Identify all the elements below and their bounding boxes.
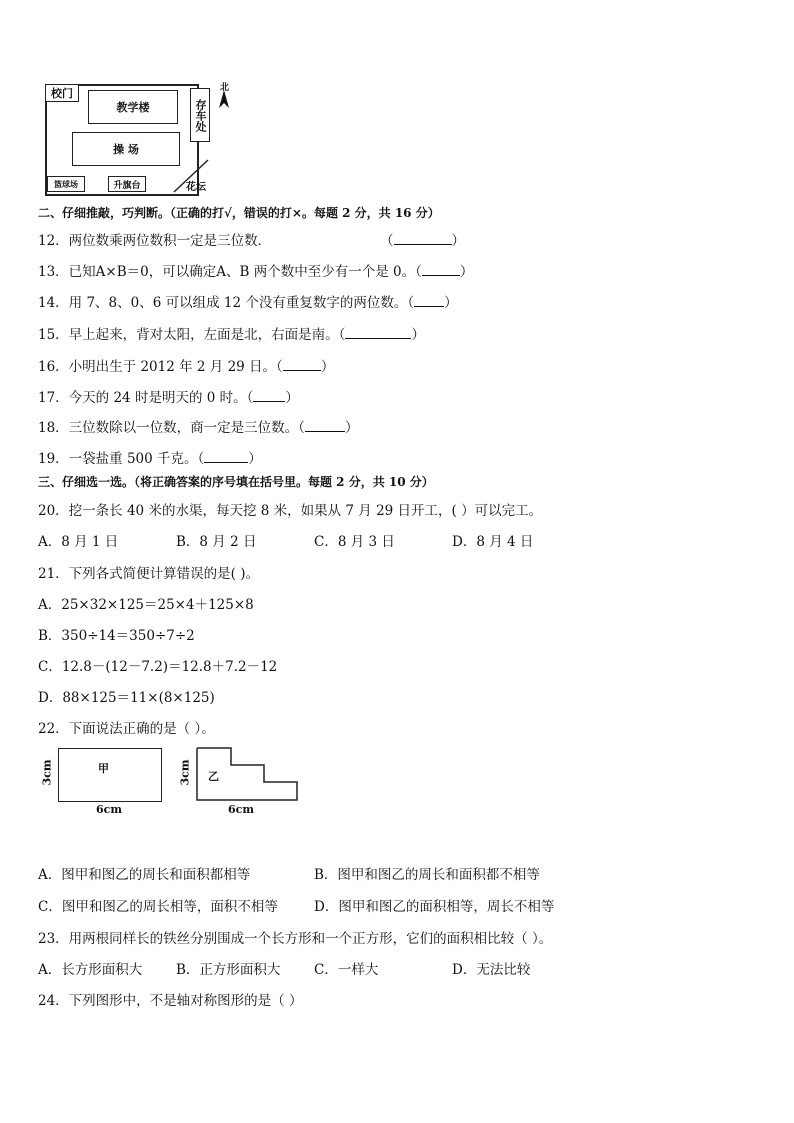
figure-b-width-label: 6cm <box>228 803 254 816</box>
q21-option-b[interactable]: B．350÷14＝350÷7÷2 <box>38 628 195 644</box>
campus-map <box>42 78 238 196</box>
figure-b-height-label: 3cm <box>178 759 192 786</box>
question-17: 17．今天的 24 时是明天的 0 时。（ ） <box>38 390 299 406</box>
figure-a-label: 甲 <box>98 762 109 775</box>
answer-blank-18[interactable] <box>305 419 345 432</box>
section2-heading: 二、仔细推敲，巧判断。（正确的打√，错误的打×。每题 2 分，共 16 分） <box>38 206 440 220</box>
answer-blank-19[interactable] <box>204 450 248 463</box>
q22-option-a[interactable]: A．图甲和图乙的周长和面积都相等 <box>38 867 251 883</box>
figure-b-label: 乙 <box>208 770 219 783</box>
q21-option-d[interactable]: D．88×125＝11×(8×125) <box>38 690 215 706</box>
question-23: 23．用两根同样长的铁丝分别围成一个长方形和一个正方形，它们的面积相比较（ ）。 <box>38 931 553 947</box>
q20-option-d[interactable]: D．8 月 4 日 <box>452 534 534 550</box>
answer-blank-17[interactable] <box>253 389 285 402</box>
north-label: 北 <box>220 83 230 93</box>
question-20: 20．挖一条长 40 米的水渠，每天挖 8 米，如果从 7 月 29 日开工，( ）可以完工。 <box>38 503 543 519</box>
q23-option-a[interactable]: A．长方形面积大 <box>38 962 143 978</box>
question-13: 13．已知A×B＝0，可以确定A、B 两个数中至少有一个是 0。（ ） <box>38 264 474 280</box>
map-playground: 操 场 <box>72 132 180 166</box>
map-teaching-building: 教学楼 <box>88 90 178 124</box>
question-18: 18．三位数除以一位数，商一定是三位数。（ ） <box>38 420 359 436</box>
q20-option-c[interactable]: C．8 月 3 日 <box>314 534 395 550</box>
question-12: 12．两位数乘两位数积一定是三位数． <box>38 233 272 249</box>
q23-option-b[interactable]: B．正方形面积大 <box>176 962 281 978</box>
q20-option-b[interactable]: B．8 月 2 日 <box>176 534 257 550</box>
q22-option-b[interactable]: B．图甲和图乙的周长和面积都不相等 <box>314 867 540 883</box>
question-15: 15．早上起来，背对太阳，左面是北，右面是南。（ ） <box>38 327 425 343</box>
answer-blank-14[interactable] <box>414 294 444 307</box>
map-basketball-court: 篮球场 <box>47 176 85 192</box>
answer-blank-13[interactable] <box>422 263 460 276</box>
q22-option-c[interactable]: C．图甲和图乙的周长相等，面积不相等 <box>38 899 278 915</box>
figure-a-rectangle <box>58 748 162 802</box>
question-19: 19．一袋盐重 500 千克。（ ） <box>38 451 262 467</box>
q23-option-d[interactable]: D．无法比较 <box>452 962 531 978</box>
map-bike-parking: 存车处 <box>190 88 210 142</box>
figure-a-height-label: 3cm <box>40 759 54 786</box>
question-21: 21．下列各式简便计算错误的是( )。 <box>38 566 260 582</box>
q23-option-c[interactable]: C．一样大 <box>314 962 379 978</box>
answer-blank-16[interactable] <box>283 358 321 371</box>
q21-option-c[interactable]: C．12.8－(12－7.2)＝12.8＋7.2－12 <box>38 659 278 675</box>
question-14: 14．用 7、8、0、6 可以组成 12 个没有重复数字的两位数。（ ） <box>38 295 458 311</box>
question-16: 16．小明出生于 2012 年 2 月 29 日。（ ） <box>38 359 335 375</box>
map-flag-platform: 升旗台 <box>108 176 146 192</box>
map-flower-bed: 花坛 <box>186 182 206 193</box>
map-gate: 校门 <box>45 84 79 102</box>
q21-option-a[interactable]: A．25×32×125＝25×4＋125×8 <box>38 597 254 613</box>
answer-blank-12[interactable]: （ ） <box>380 233 465 249</box>
question-22: 22．下面说法正确的是（ ）。 <box>38 721 215 737</box>
section3-heading: 三、仔细选一选。（将正确答案的序号填在括号里。每题 2 分，共 10 分） <box>38 475 434 489</box>
north-arrow-icon <box>218 90 230 110</box>
q20-option-a[interactable]: A．8 月 1 日 <box>38 534 119 550</box>
q22-option-d[interactable]: D．图甲和图乙的面积相等，周长不相等 <box>314 899 555 915</box>
answer-blank-15[interactable] <box>345 326 411 339</box>
question-24: 24．下列图形中，不是轴对称图形的是（ ） <box>38 993 303 1009</box>
figure-a-width-label: 6cm <box>96 803 122 816</box>
